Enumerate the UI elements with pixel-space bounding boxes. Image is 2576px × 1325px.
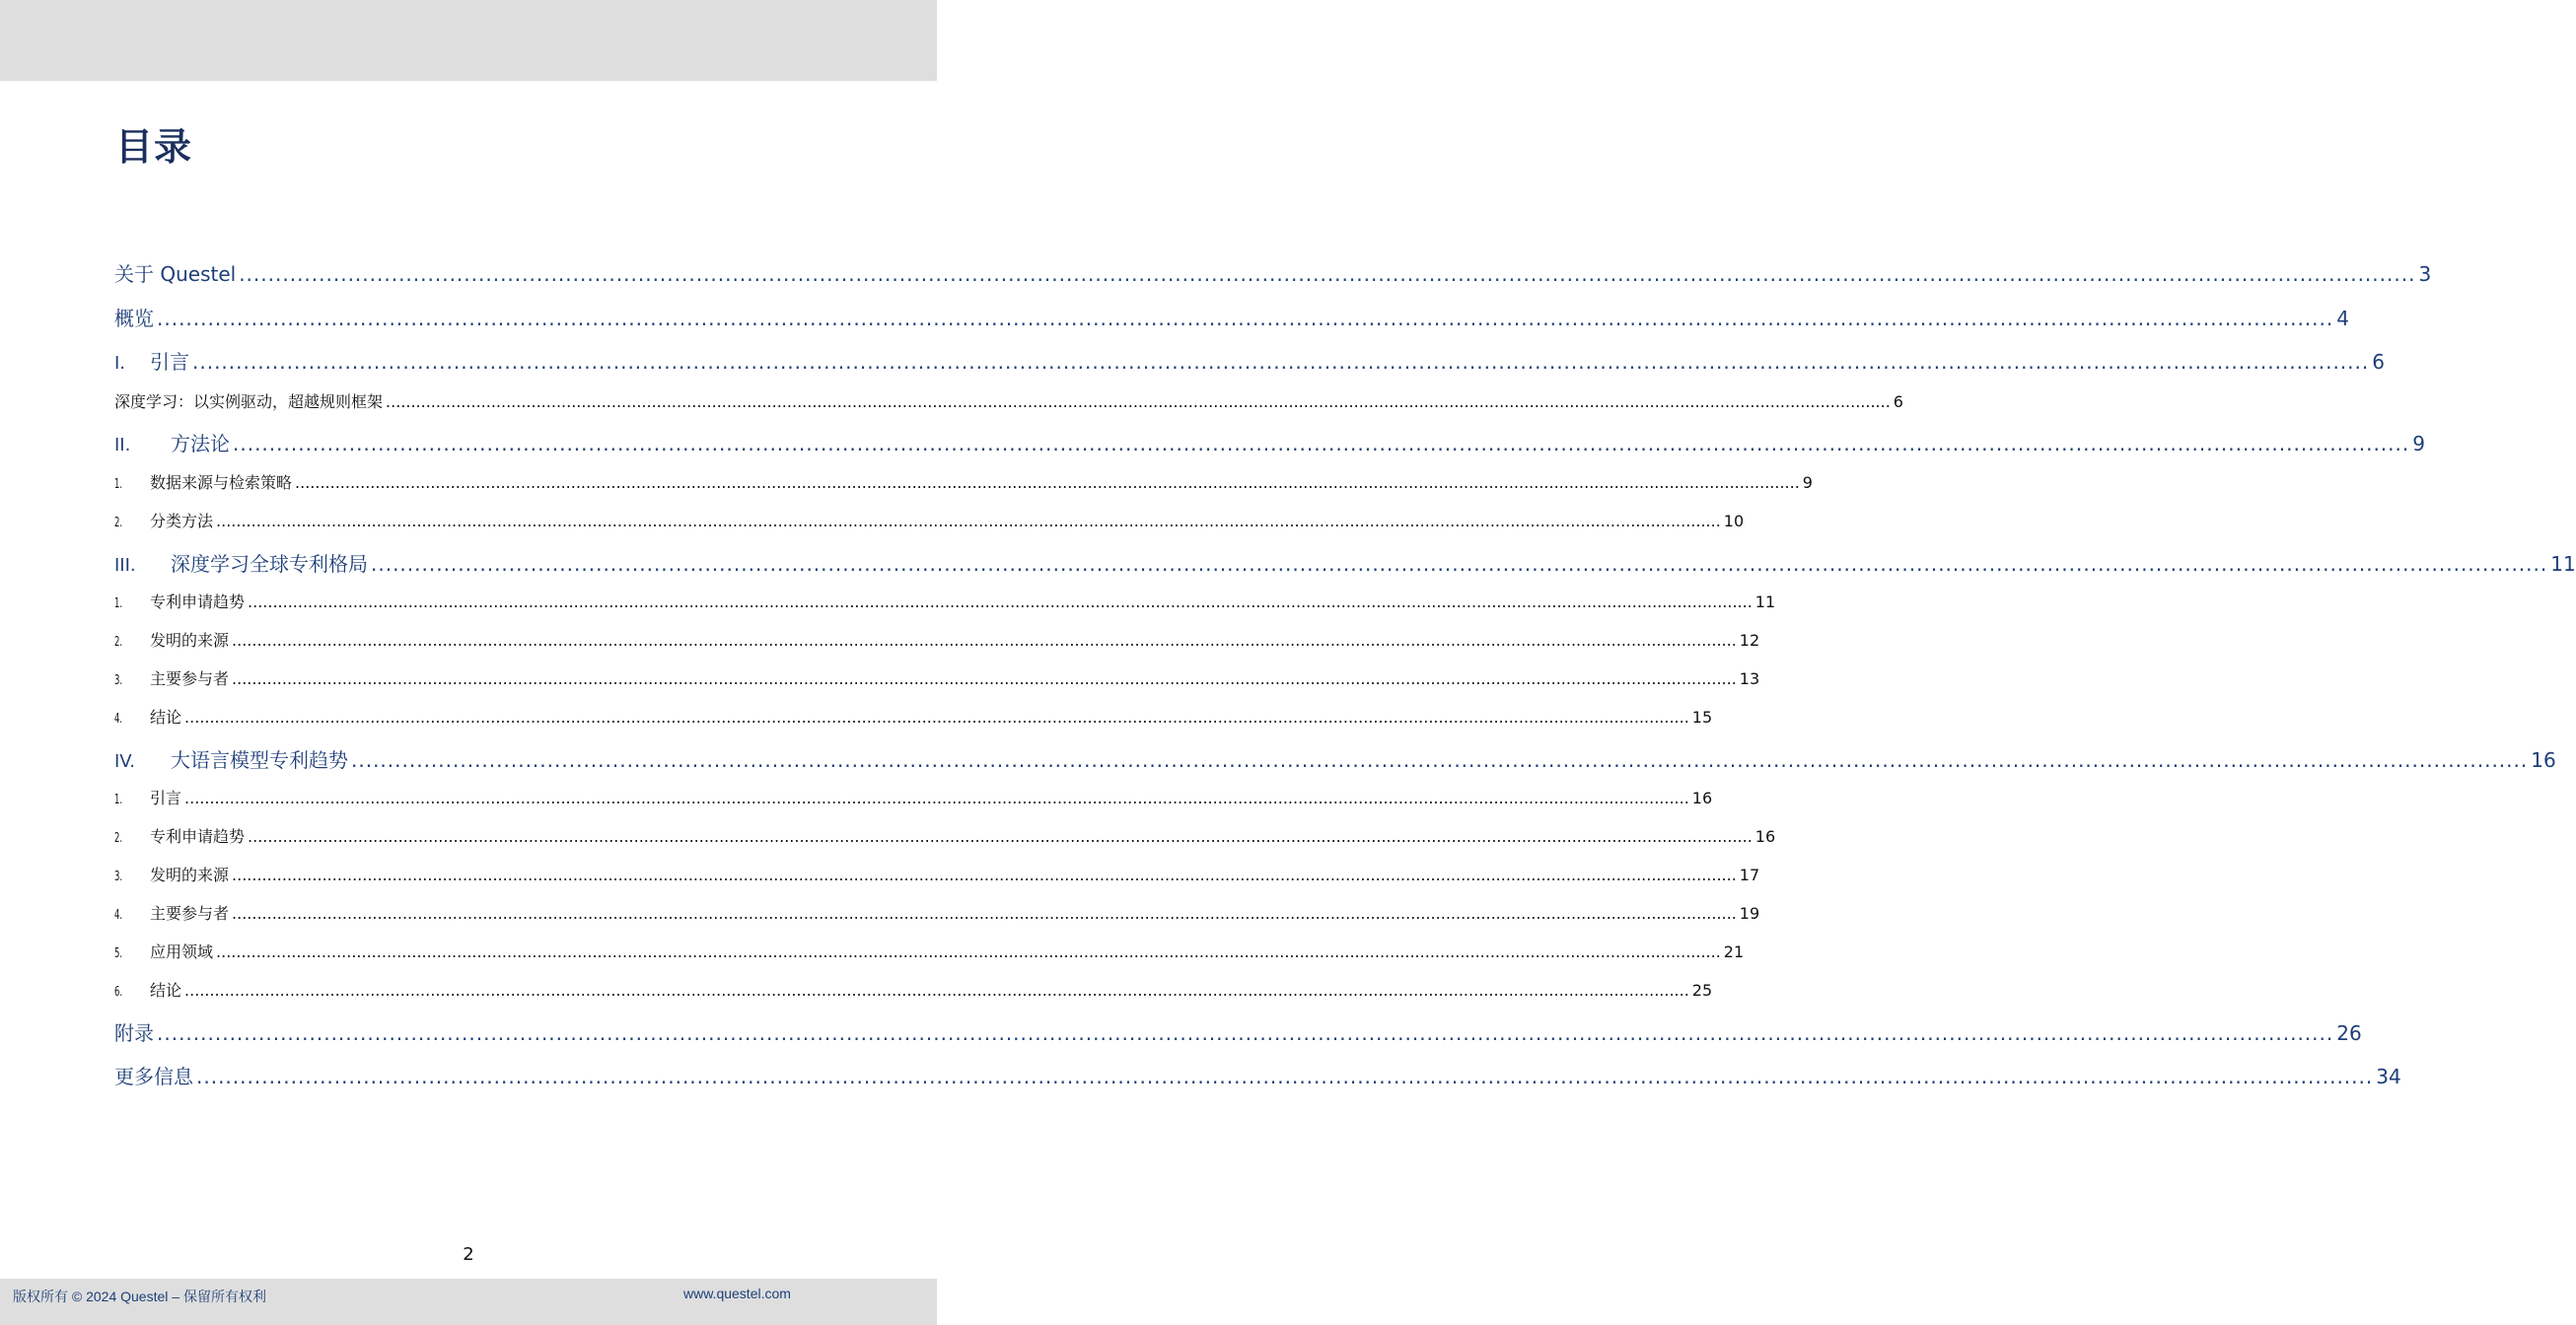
toc-dot-leader: ............................................................................................................................................................................................................................................................................................................ xyxy=(184,708,1689,727)
toc-entry-number: IV. xyxy=(114,751,136,772)
toc-dot-leader: ............................................................................................................................................................................................................................................................................................................ xyxy=(216,942,1721,961)
toc-entry-label: 数据来源与检索策略 xyxy=(150,473,293,492)
toc-entry-page: 26 xyxy=(2336,1021,2362,1045)
toc-entry-number: 3. xyxy=(114,673,123,688)
toc-entry-page: 19 xyxy=(1739,904,1760,923)
toc-entry-label: 专利申请趋势 xyxy=(150,593,246,611)
toc-entry-page: 16 xyxy=(1754,827,1776,846)
toc-dot-leader: ............................................................................................................................................................................................................................................................................................................ xyxy=(184,789,1689,807)
toc-entry[interactable] xyxy=(114,628,1760,651)
toc-dot-leader: ............................................................................................................................................................................................................................................................................................................ xyxy=(248,827,1753,846)
toc-entry-page: 16 xyxy=(2531,748,2556,772)
toc-entry-label: 关于 Questel xyxy=(114,262,237,286)
toc-dot-leader: ............................................................................................................................................................................................................................................................................................................ xyxy=(351,748,2529,772)
toc-entry[interactable] xyxy=(114,978,1713,1001)
toc-entry-number: 2. xyxy=(114,516,123,530)
toc-entry-page: 4 xyxy=(2336,307,2349,330)
toc-entry-page: 11 xyxy=(1754,593,1776,611)
toc-entry-label: 结论 xyxy=(150,708,182,727)
toc-entry-number: 1. xyxy=(114,596,123,611)
toc-entry-label: 大语言模型专利趋势 xyxy=(171,748,348,772)
toc-entry-number: 1. xyxy=(114,793,123,807)
toc-entry-number: 6. xyxy=(114,985,123,1000)
toc-entry[interactable] xyxy=(114,786,1713,808)
toc-dot-leader: ............................................................................................................................................................................................................................................................................................................ xyxy=(248,593,1753,611)
toc-dot-leader: ............................................................................................................................................................................................................................................................................................................ xyxy=(232,904,1737,923)
toc-entry-number: 2. xyxy=(114,831,123,846)
toc-entry-page: 15 xyxy=(1691,708,1713,727)
toc-entry[interactable] xyxy=(114,548,2576,577)
toc-entry[interactable] xyxy=(114,940,1745,962)
toc-entry-label: 主要参与者 xyxy=(150,669,230,688)
toc-dot-leader: ............................................................................................................................................................................................................................................................................................................ xyxy=(216,512,1721,530)
toc-entry-page: 6 xyxy=(2372,350,2385,374)
toc-dot-leader: ............................................................................................................................................................................................................................................................................................................ xyxy=(157,1021,2334,1045)
toc-entry-page: 25 xyxy=(1691,981,1713,1000)
toc-dot-leader: ............................................................................................................................................................................................................................................................................................................ xyxy=(371,552,2548,576)
toc-entry[interactable] xyxy=(114,470,1813,493)
header-band xyxy=(0,0,937,81)
toc-entry-number: II. xyxy=(114,435,131,455)
toc-dot-leader: ............................................................................................................................................................................................................................................................................................................ xyxy=(233,432,2410,455)
toc-entry-label: 附录 xyxy=(114,1021,154,1045)
toc-entry-number: I. xyxy=(114,353,126,374)
toc-entry[interactable] xyxy=(114,258,2432,287)
toc-dot-leader: ............................................................................................................................................................................................................................................................................................................ xyxy=(196,1065,2374,1088)
toc-entry[interactable] xyxy=(114,590,1776,612)
toc-dot-leader: ............................................................................................................................................................................................................................................................................................................ xyxy=(295,473,1800,492)
toc-entry-label: 主要参与者 xyxy=(150,904,230,923)
toc-entry-page: 34 xyxy=(2376,1065,2401,1088)
toc-entry-number: 4. xyxy=(114,712,123,727)
toc-entry-label: 概览 xyxy=(114,307,154,330)
toc-dot-leader: ............................................................................................................................................................................................................................................................................................................ xyxy=(157,307,2334,330)
toc-entry[interactable] xyxy=(114,389,1903,412)
toc-entry[interactable] xyxy=(114,428,2425,456)
toc-entry-page: 17 xyxy=(1739,866,1760,884)
page-number: 2 xyxy=(463,1244,474,1265)
toc-entry[interactable] xyxy=(114,824,1776,847)
toc-entry[interactable] xyxy=(114,346,2385,375)
toc-entry-label: 深度学习：以实例驱动，超越规则框架 xyxy=(114,392,384,411)
toc-entry-label: 方法论 xyxy=(171,432,230,455)
toc-entry-number: III. xyxy=(114,555,136,576)
toc-entry[interactable] xyxy=(114,509,1745,531)
toc-entry-label: 发明的来源 xyxy=(150,866,230,884)
toc-dot-leader: ............................................................................................................................................................................................................................................................................................................ xyxy=(232,866,1737,884)
toc-entry-label: 发明的来源 xyxy=(150,631,230,650)
toc-entry-page: 9 xyxy=(2412,432,2425,455)
toc-entry-page: 3 xyxy=(2418,262,2432,286)
toc-entry-number: 1. xyxy=(114,477,123,492)
toc-entry[interactable] xyxy=(114,303,2349,331)
toc-entry-label: 引言 xyxy=(150,789,182,807)
toc-entry[interactable] xyxy=(114,705,1713,728)
toc-entry-page: 6 xyxy=(1893,392,1903,411)
toc-entry-number: 3. xyxy=(114,870,123,884)
footer-website-link[interactable]: www.questel.com xyxy=(683,1286,791,1301)
toc-entry[interactable] xyxy=(114,744,2556,773)
toc-dot-leader: ............................................................................................................................................................................................................................................................................................................ xyxy=(232,669,1737,688)
toc-entry-number: 5. xyxy=(114,946,123,961)
footer-copyright: 版权所有 © 2024 Questel – 保留所有权利 xyxy=(13,1289,266,1304)
toc-entry[interactable] xyxy=(114,1017,2362,1046)
toc-dot-leader: ............................................................................................................................................................................................................................................................................................................ xyxy=(184,981,1689,1000)
toc-dot-leader: ............................................................................................................................................................................................................................................................................................................ xyxy=(239,262,2416,286)
toc-entry-page: 13 xyxy=(1739,669,1760,688)
toc-dot-leader: ............................................................................................................................................................................................................................................................................................................ xyxy=(192,350,2370,374)
toc-entry-number: 2. xyxy=(114,635,123,650)
toc-entry[interactable] xyxy=(114,901,1760,924)
page-title: 目录 xyxy=(115,125,193,169)
toc-entry-page: 12 xyxy=(1739,631,1760,650)
toc-dot-leader: ............................................................................................................................................................................................................................................................................................................ xyxy=(386,392,1891,411)
toc-entry[interactable] xyxy=(114,863,1760,885)
toc-entry-label: 深度学习全球专利格局 xyxy=(171,552,368,576)
toc-entry-page: 9 xyxy=(1802,473,1813,492)
toc-dot-leader: ............................................................................................................................................................................................................................................................................................................ xyxy=(232,631,1737,650)
toc-entry-page: 16 xyxy=(1691,789,1713,807)
toc-entry-page: 21 xyxy=(1723,942,1745,961)
toc-entry-label: 引言 xyxy=(150,350,189,374)
toc-entry-label: 应用领域 xyxy=(150,942,214,961)
toc-entry[interactable] xyxy=(114,666,1760,689)
toc-entry-label: 结论 xyxy=(150,981,182,1000)
toc-entry-label: 更多信息 xyxy=(114,1065,193,1088)
toc-entry-page: 10 xyxy=(1723,512,1745,530)
toc-entry-label: 分类方法 xyxy=(150,512,214,530)
toc-entry[interactable] xyxy=(114,1061,2401,1089)
toc-entry-label: 专利申请趋势 xyxy=(150,827,246,846)
toc-entry-number: 4. xyxy=(114,908,123,923)
toc-entry-page: 11 xyxy=(2550,552,2576,576)
